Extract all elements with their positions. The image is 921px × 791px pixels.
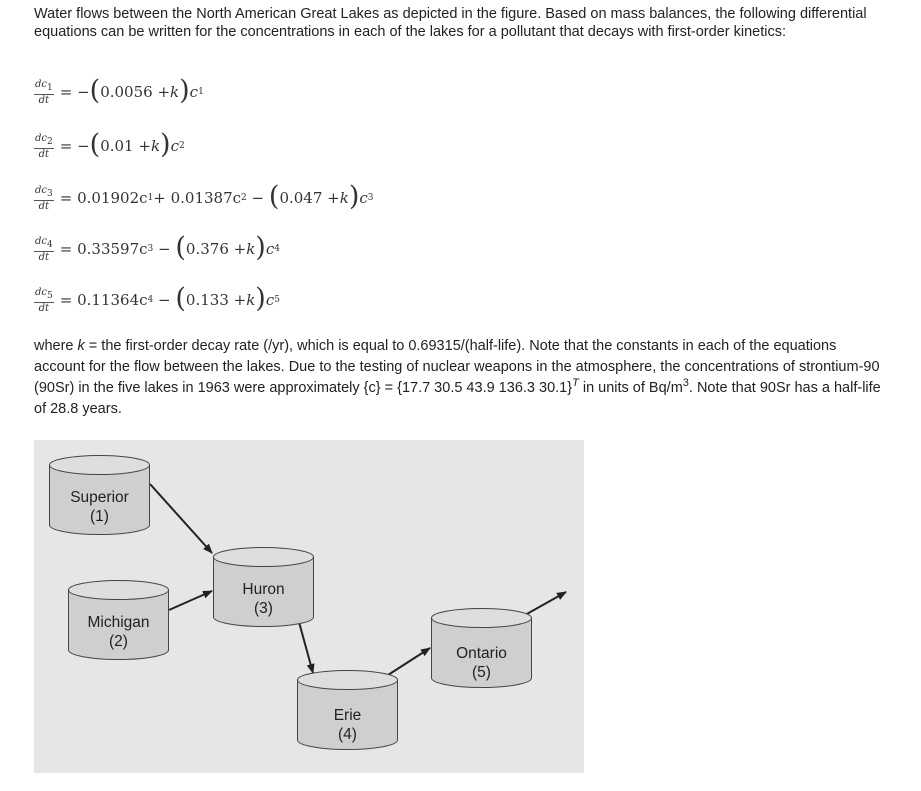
equation-4: $\frac{dc_4}{dt}$ = 0.33597c 3 − ( 0.376 + k ) c 4 bbox=[35, 232, 280, 263]
intro-paragraph: Water flows between the North American Great Lakes as depicted in the figure. Based on mass balances, the following differential equations can be written for the concentrations in each of the lakes for a pollutant that decays with first-order kinetics: bbox=[34, 6, 867, 40]
lake-erie: Erie (4) bbox=[297, 670, 398, 750]
lake-superior: Superior (1) bbox=[49, 455, 150, 535]
equation-3: $\frac{dc_3}{dt}$ = 0.01902c 1 + 0.01387c 2 − ( 0.047 + k ) c 3 bbox=[35, 181, 374, 212]
equation-2: $\frac{dc_2}{dt}$ = − ( 0.01 + k ) c 2 bbox=[35, 129, 185, 160]
lake-michigan: Michigan (2) bbox=[68, 580, 169, 660]
arrow-huron-erie bbox=[299, 622, 313, 673]
arrow-michigan-huron bbox=[169, 591, 212, 610]
derivative-fraction: $\frac{dc_1}{dt}$ bbox=[35, 78, 53, 106]
lake-ontario: Ontario (5) bbox=[431, 608, 532, 688]
great-lakes-flow-diagram bbox=[34, 440, 584, 773]
derivative-fraction: $\frac{dc_4}{dt}$ bbox=[35, 235, 53, 263]
arrow-superior-huron bbox=[150, 484, 212, 553]
derivative-fraction: $\frac{dc_5}{dt}$ bbox=[35, 286, 53, 314]
derivative-fraction: $\frac{dc_3}{dt}$ bbox=[35, 184, 53, 212]
lake-huron: Huron (3) bbox=[213, 547, 314, 627]
equation-5: $\frac{dc_5}{dt}$ = 0.11364c 4 − ( 0.133 + k ) c 5 bbox=[35, 283, 280, 314]
equation-1: $\frac{dc_1}{dt}$ = − ( 0.0056 + k ) c 1 bbox=[35, 75, 204, 106]
description-paragraph: where k = the first-order decay rate (/yr), which is equal to 0.69315/(half-life). Note that the constants in each of the equations account for the flow between the lakes. Due to the testing of nuclear weapons in the atmosphere, the concentrations of strontium-90 (90Sr) in the five lakes in 1963 were approximately {c} = {17.7 30.5 43.9 136.3 30.1}$^T$ in units of $Bq/m^3$. Note that 90Sr has a half-life of 28.8 years. bbox=[34, 338, 881, 417]
derivative-fraction: $\frac{dc_2}{dt}$ bbox=[35, 132, 53, 160]
